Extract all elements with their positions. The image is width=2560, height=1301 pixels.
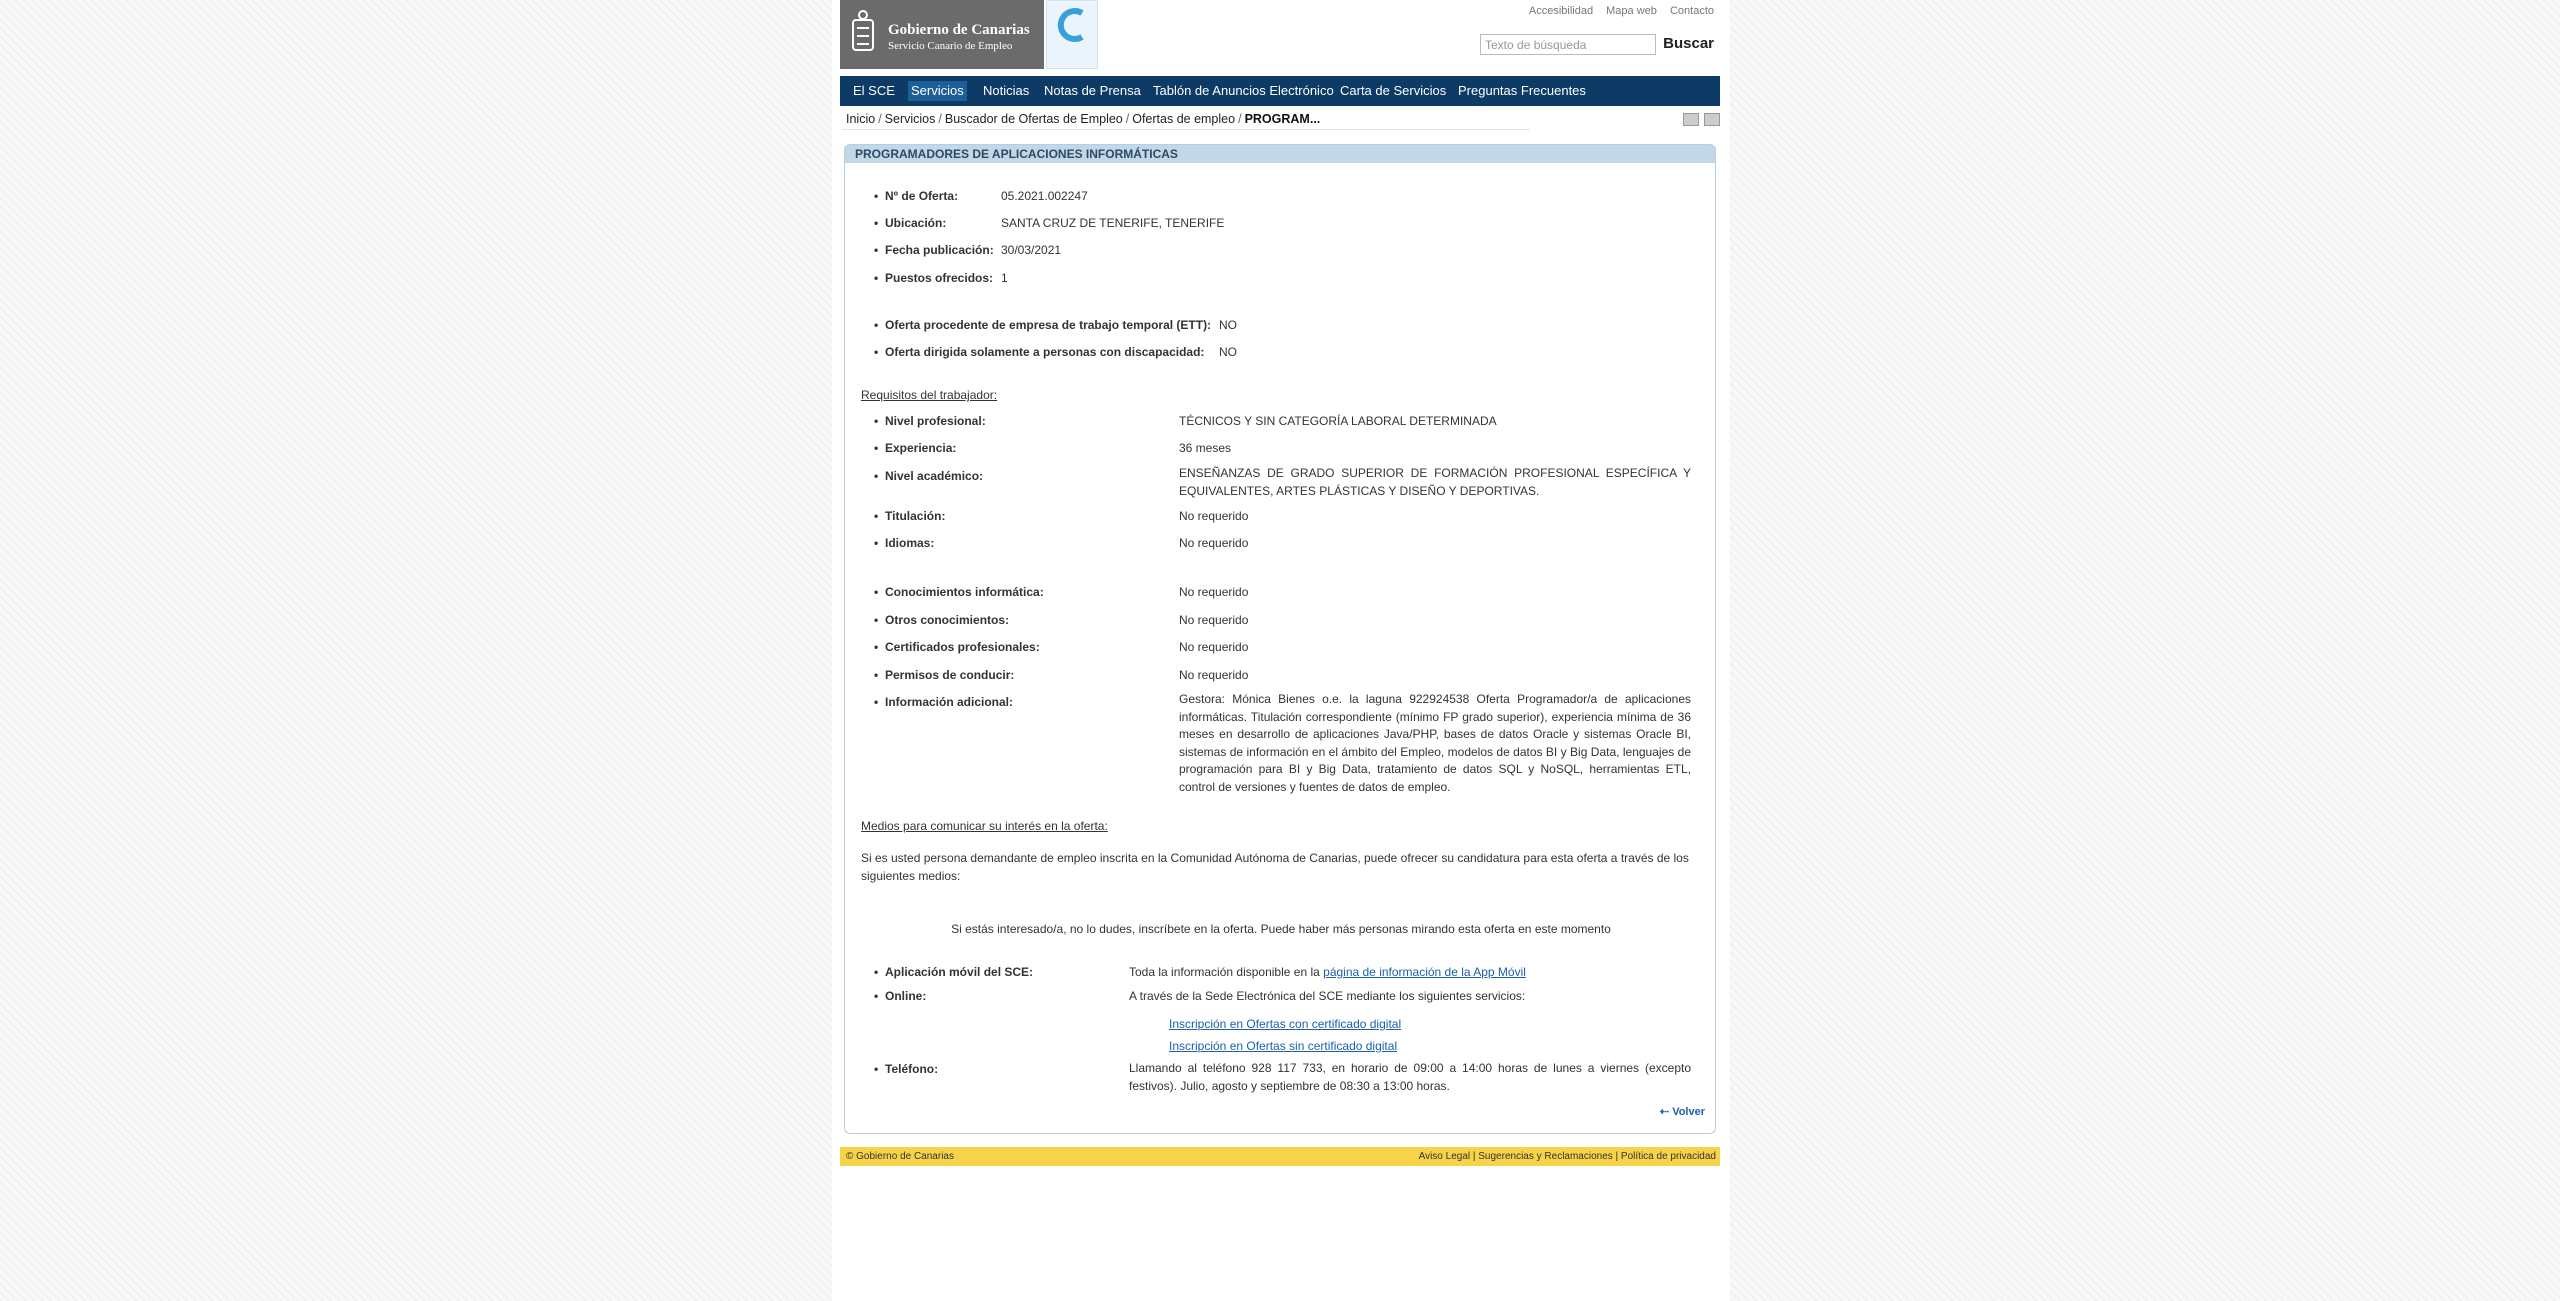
gobierno-canarias-logo[interactable]: [840, 0, 1044, 69]
offer-title: PROGRAMADORES DE APLICACIONES INFORMÁTICAS: [855, 147, 1178, 161]
link-inscripcion-sin-certificado[interactable]: Inscripción en Ofertas sin certificado digital: [1169, 1039, 1398, 1053]
app-movil-link[interactable]: página de información de la App Móvil: [1323, 965, 1526, 979]
label-numero-oferta: • Nº de Oferta:: [885, 189, 958, 203]
label-puestos-ofrecidos: • Puestos ofrecidos:: [885, 271, 993, 285]
value-fecha-publicacion: 30/03/2021: [1001, 243, 1062, 257]
nav-item-preguntas-frecuentes[interactable]: Preguntas Frecuentes: [1458, 83, 1586, 98]
label-titulacion: • Titulación:: [885, 509, 945, 523]
back-label: Volver: [1672, 1106, 1705, 1118]
label-app-movil: • Aplicación móvil del SCE:: [885, 965, 1033, 979]
breadcrumb-ofertas[interactable]: Ofertas de empleo: [1132, 112, 1236, 126]
telefono-text: Llamando al teléfono 928 117 733, en horario de 09:00 a 14:00 horas de lunes a viernes (excepto festivos). Julio, agosto y septiembre de 08:30 a 13:00 horas.: [1129, 1061, 1691, 1093]
label-otros-conocimientos: • Otros conocimientos:: [885, 613, 1009, 627]
value-certificados-profesionales: No requerido: [1179, 640, 1249, 654]
top-links: [1519, 5, 1714, 17]
online-text: A través de la Sede Electrónica del SCE mediante los siguientes servicios:: [1129, 989, 1526, 1003]
nav-item-el-sce[interactable]: El SCE: [853, 83, 895, 98]
value-idiomas: No requerido: [1179, 536, 1249, 550]
label-idiomas: • Idiomas:: [885, 536, 934, 550]
back-link[interactable]: [1660, 1105, 1705, 1118]
back-arrow-icon: ⇠: [1659, 1106, 1670, 1118]
breadcrumb-inicio[interactable]: Inicio: [846, 112, 876, 126]
footer-links[interactable]: Aviso Legal | Sugerencias y Reclamaciones | Política de privacidad: [1418, 1151, 1716, 1162]
value-titulacion: No requerido: [1179, 509, 1249, 523]
label-discapacidad: • Oferta dirigida solamente a personas con discapacidad:: [885, 345, 1204, 359]
send-page-icon[interactable]: [1683, 113, 1699, 126]
nav-item-carta-servicios[interactable]: Carta de Servicios: [1340, 83, 1447, 98]
logo-title: Gobierno de Canarias: [888, 22, 1030, 38]
value-otros-conocimientos: No requerido: [1179, 613, 1249, 627]
value-nivel-profesional: TÉCNICOS Y SIN CATEGORÍA LABORAL DETERMINADA: [1179, 414, 1497, 428]
label-experiencia: • Experiencia:: [885, 441, 956, 455]
search-button[interactable]: Buscar: [1663, 35, 1714, 52]
label-ett: • Oferta procedente de empresa de trabajo temporal (ETT):: [885, 318, 1211, 332]
value-informacion-adicional: Gestora: Mónica Bienes o.e. la laguna 922924538 Oferta Programador/a de aplicaciones informáticas. Titulación correspondiente (mínimo FP grado superior), experiencia mínima de 36 meses en desarrollo de aplicaciones Java/PHP, bases de datos Oracle y sistemas Oracle BI, sistemas de información en el ámbito del Empleo, modelos de datos BI y Big Data, lenguajes de programación para BI y Big Data, tratamiento de datos SQL y NoSQL, herramientas ETL, control de versiones y fuentes de datos de empleo.: [1179, 692, 1691, 794]
footer: [840, 1147, 1720, 1166]
sce-c-logo-icon: [1056, 5, 1088, 45]
label-conocimientos-informatica: • Conocimientos informática:: [885, 585, 1044, 599]
link-inscripcion-con-certificado[interactable]: Inscripción en Ofertas con certificado digital: [1169, 1017, 1402, 1031]
nav-item-servicios[interactable]: Servicios: [908, 81, 967, 101]
offer-panel: [844, 144, 1716, 1134]
main-nav: [840, 76, 1720, 106]
label-informacion-adicional: • Información adicional:: [885, 695, 1013, 709]
app-movil-description: Toda la información disponible en la: [1129, 965, 1320, 979]
label-certificados-profesionales: • Certificados profesionales:: [885, 640, 1040, 654]
value-discapacidad: NO: [1219, 345, 1237, 359]
label-telefono: • Teléfono:: [885, 1062, 938, 1076]
nav-item-noticias[interactable]: Noticias: [983, 83, 1030, 98]
label-fecha-publicacion: • Fecha publicación:: [885, 243, 994, 257]
breadcrumb-divider: [842, 129, 1530, 130]
link-mapa-web[interactable]: Mapa web: [1606, 5, 1657, 17]
value-ubicacion: SANTA CRUZ DE TENERIFE, TENERIFE: [1001, 216, 1225, 230]
breadcrumb-current: PROGRAM...: [1244, 112, 1321, 126]
nav-item-notas-prensa[interactable]: Notas de Prensa: [1044, 83, 1141, 98]
requirements-heading: Requisitos del trabajador:: [861, 388, 998, 402]
breadcrumb-buscador[interactable]: Buscador de Ofertas de Empleo: [944, 112, 1123, 126]
contact-note: Si estás interesado/a, no lo dudes, inscríbete en la oferta. Puede haber más personas mirando esta oferta en este momento: [951, 922, 1611, 936]
offer-title-bar: [845, 145, 1715, 163]
link-contacto[interactable]: Contacto: [1669, 5, 1714, 17]
value-experiencia: 36 meses: [1179, 441, 1232, 455]
coat-of-arms-icon: [850, 10, 876, 56]
sce-logo[interactable]: [1046, 0, 1098, 69]
logo-subtitle: Servicio Canario de Empleo: [888, 40, 1013, 52]
value-numero-oferta: 05.2021.002247: [1001, 189, 1088, 203]
label-nivel-profesional: • Nivel profesional:: [885, 414, 986, 428]
app-movil-text: [1129, 964, 1689, 982]
breadcrumb-servicios[interactable]: Servicios: [884, 112, 936, 126]
value-conocimientos-informatica: No requerido: [1179, 585, 1249, 599]
label-nivel-academico: • Nivel académico:: [885, 469, 983, 483]
label-ubicacion: • Ubicación:: [885, 216, 946, 230]
value-puestos-ofrecidos: 1: [1001, 271, 1008, 285]
print-icon[interactable]: [1704, 113, 1720, 126]
value-ett: NO: [1219, 318, 1237, 332]
contact-intro: Si es usted persona demandante de empleo inscrita en la Comunidad Autónoma de Canarias, puede ofrecer su candidatura para esta oferta a través de los siguientes medios:: [861, 851, 1689, 883]
page-tools: [1678, 113, 1720, 131]
search-input[interactable]: Texto de búsqueda: [1480, 34, 1656, 55]
value-nivel-academico: ENSEÑANZAS DE GRADO SUPERIOR DE FORMACIÓN PROFESIONAL ESPECÍFICA Y EQUIVALENTES, ARTES PLÁSTICAS Y DISEÑO Y DEPORTIVAS.: [1179, 466, 1691, 498]
contact-heading: Medios para comunicar su interés en la oferta:: [861, 819, 1108, 833]
nav-item-tablon-anuncios[interactable]: Tablón de Anuncios Electrónico: [1153, 83, 1334, 98]
label-online: • Online:: [885, 989, 926, 1003]
footer-copyright: © Gobierno de Canarias: [846, 1151, 954, 1162]
breadcrumb: Inicio / Servicios / Buscador de Ofertas de Empleo / Ofertas de empleo / PROGRAM...: [846, 112, 1321, 126]
page: [832, 0, 1730, 1301]
label-permisos-conducir: • Permisos de conducir:: [885, 668, 1014, 682]
link-accesibilidad[interactable]: Accesibilidad: [1528, 5, 1594, 17]
value-permisos-conducir: No requerido: [1179, 668, 1249, 682]
